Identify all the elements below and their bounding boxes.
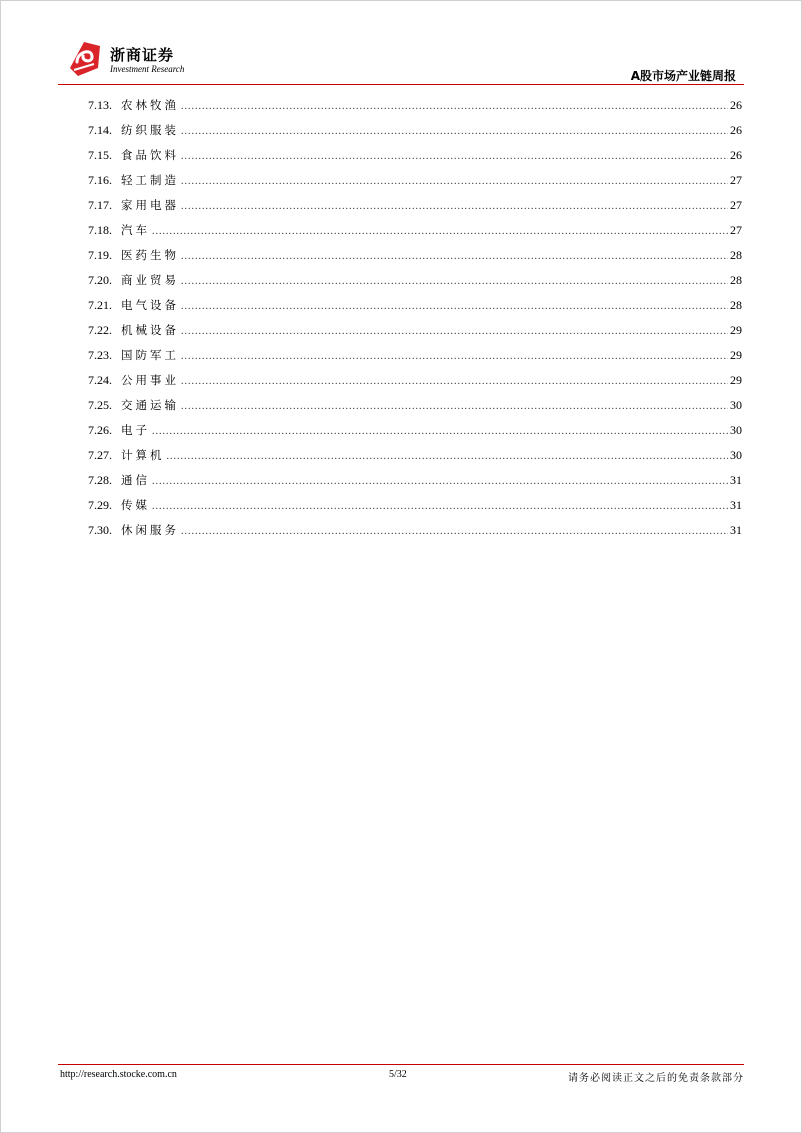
toc-leader-dots bbox=[167, 448, 729, 463]
toc-entry-page: 31 bbox=[730, 523, 742, 537]
toc-leader-dots bbox=[152, 498, 728, 513]
toc-entry-number: 7.23. bbox=[88, 348, 112, 362]
toc-entry-number: 7.16. bbox=[88, 173, 112, 187]
toc-entry-number: 7.29. bbox=[88, 498, 112, 512]
toc-entry-page: 29 bbox=[730, 373, 742, 387]
zheshang-logo-icon bbox=[64, 38, 104, 78]
toc-entry[interactable] bbox=[88, 347, 742, 372]
toc-entry[interactable] bbox=[88, 497, 742, 522]
toc-entry[interactable] bbox=[88, 472, 742, 497]
toc-entry-title[interactable]: 计算机 bbox=[121, 448, 165, 462]
toc-entry-page: 26 bbox=[730, 123, 742, 137]
footer-divider bbox=[58, 1064, 744, 1065]
header-divider bbox=[58, 84, 744, 85]
toc-leader-dots bbox=[181, 173, 728, 188]
toc-entry[interactable] bbox=[88, 247, 742, 272]
toc-entry-title[interactable]: 农林牧渔 bbox=[121, 98, 179, 112]
toc-entry-page: 28 bbox=[730, 248, 742, 262]
toc-entry-title[interactable]: 食品饮料 bbox=[121, 148, 179, 162]
toc-entry-title[interactable]: 国防军工 bbox=[121, 348, 179, 362]
toc-leader-dots bbox=[181, 98, 728, 113]
toc-entry[interactable] bbox=[88, 522, 742, 547]
toc-entry-page: 26 bbox=[730, 98, 742, 112]
toc-leader-dots bbox=[152, 423, 728, 438]
toc-entry-number: 7.25. bbox=[88, 398, 112, 412]
toc-entry[interactable] bbox=[88, 197, 742, 222]
toc-entry-title[interactable]: 交通运输 bbox=[121, 398, 179, 412]
toc-entry-page: 31 bbox=[730, 498, 742, 512]
brand-name-cn: 浙商证券 bbox=[110, 46, 175, 64]
toc-entry-page: 27 bbox=[730, 223, 742, 237]
toc-entry-number: 7.13. bbox=[88, 98, 112, 112]
toc-entry-title[interactable]: 休闲服务 bbox=[121, 523, 179, 537]
toc-entry-page: 30 bbox=[730, 448, 742, 462]
toc-leader-dots bbox=[181, 198, 728, 213]
toc-entry[interactable] bbox=[88, 297, 742, 322]
toc-entry-number: 7.17. bbox=[88, 198, 112, 212]
toc-entry-number: 7.30. bbox=[88, 523, 112, 537]
toc-entry-title[interactable]: 电子 bbox=[121, 423, 150, 437]
toc-entry-number: 7.27. bbox=[88, 448, 112, 462]
toc-entry[interactable] bbox=[88, 122, 742, 147]
toc-entry-number: 7.20. bbox=[88, 273, 112, 287]
toc-entry[interactable] bbox=[88, 147, 742, 172]
toc-entry-page: 28 bbox=[730, 273, 742, 287]
toc-leader-dots bbox=[152, 473, 728, 488]
table-of-contents bbox=[88, 97, 742, 547]
toc-entry[interactable] bbox=[88, 372, 742, 397]
report-title: A股市场产业链周报 bbox=[630, 69, 736, 83]
toc-entry-title[interactable]: 纺织服装 bbox=[121, 123, 179, 137]
toc-entry-title[interactable]: 传媒 bbox=[121, 498, 150, 512]
toc-entry-number: 7.28. bbox=[88, 473, 112, 487]
toc-entry[interactable] bbox=[88, 447, 742, 472]
toc-entry-page: 29 bbox=[730, 348, 742, 362]
toc-entry[interactable] bbox=[88, 322, 742, 347]
toc-entry-page: 27 bbox=[730, 198, 742, 212]
toc-entry-title[interactable]: 电气设备 bbox=[121, 298, 179, 312]
toc-entry-title[interactable]: 通信 bbox=[121, 473, 150, 487]
toc-entry-page: 30 bbox=[730, 398, 742, 412]
toc-entry-number: 7.19. bbox=[88, 248, 112, 262]
toc-entry-page: 31 bbox=[730, 473, 742, 487]
brand-name-en: Investment Research bbox=[110, 64, 185, 74]
toc-entry-title[interactable]: 汽车 bbox=[121, 223, 150, 237]
toc-leader-dots bbox=[181, 123, 728, 138]
footer-url-link[interactable]: http://research.stocke.com.cn bbox=[60, 1069, 177, 1080]
toc-entry[interactable] bbox=[88, 272, 742, 297]
toc-entry-title[interactable]: 商业贸易 bbox=[121, 273, 179, 287]
toc-entry-title[interactable]: 公用事业 bbox=[121, 373, 179, 387]
toc-entry[interactable] bbox=[88, 97, 742, 122]
toc-leader-dots bbox=[181, 148, 728, 163]
toc-entry-page: 28 bbox=[730, 298, 742, 312]
toc-entry-title[interactable]: 机械设备 bbox=[121, 323, 179, 337]
toc-entry-number: 7.21. bbox=[88, 298, 112, 312]
toc-entry-page: 27 bbox=[730, 173, 742, 187]
toc-leader-dots bbox=[181, 273, 728, 288]
toc-leader-dots bbox=[181, 398, 728, 413]
toc-entry[interactable] bbox=[88, 397, 742, 422]
toc-entry-page: 26 bbox=[730, 148, 742, 162]
toc-leader-dots bbox=[181, 248, 728, 263]
toc-leader-dots bbox=[181, 523, 728, 538]
toc-entry-page: 29 bbox=[730, 323, 742, 337]
toc-entry-number: 7.24. bbox=[88, 373, 112, 387]
toc-entry-number: 7.15. bbox=[88, 148, 112, 162]
toc-entry[interactable] bbox=[88, 422, 742, 447]
toc-entry-number: 7.26. bbox=[88, 423, 112, 437]
page-number: 5/32 bbox=[389, 1069, 407, 1080]
toc-entry-number: 7.22. bbox=[88, 323, 112, 337]
toc-entry-title[interactable]: 医药生物 bbox=[121, 248, 179, 262]
toc-entry[interactable] bbox=[88, 222, 742, 247]
toc-entry-page: 30 bbox=[730, 423, 742, 437]
toc-entry-title[interactable]: 家用电器 bbox=[121, 198, 179, 212]
toc-entry[interactable] bbox=[88, 172, 742, 197]
toc-entry-number: 7.14. bbox=[88, 123, 112, 137]
toc-leader-dots bbox=[181, 348, 728, 363]
toc-entry-title[interactable]: 轻工制造 bbox=[121, 173, 179, 187]
toc-leader-dots bbox=[181, 323, 728, 338]
toc-leader-dots bbox=[181, 298, 728, 313]
toc-leader-dots bbox=[181, 373, 728, 388]
toc-leader-dots bbox=[152, 223, 728, 238]
disclaimer-text: 请务必阅读正文之后的免责条款部分 bbox=[568, 1073, 744, 1084]
toc-entry-number: 7.18. bbox=[88, 223, 112, 237]
